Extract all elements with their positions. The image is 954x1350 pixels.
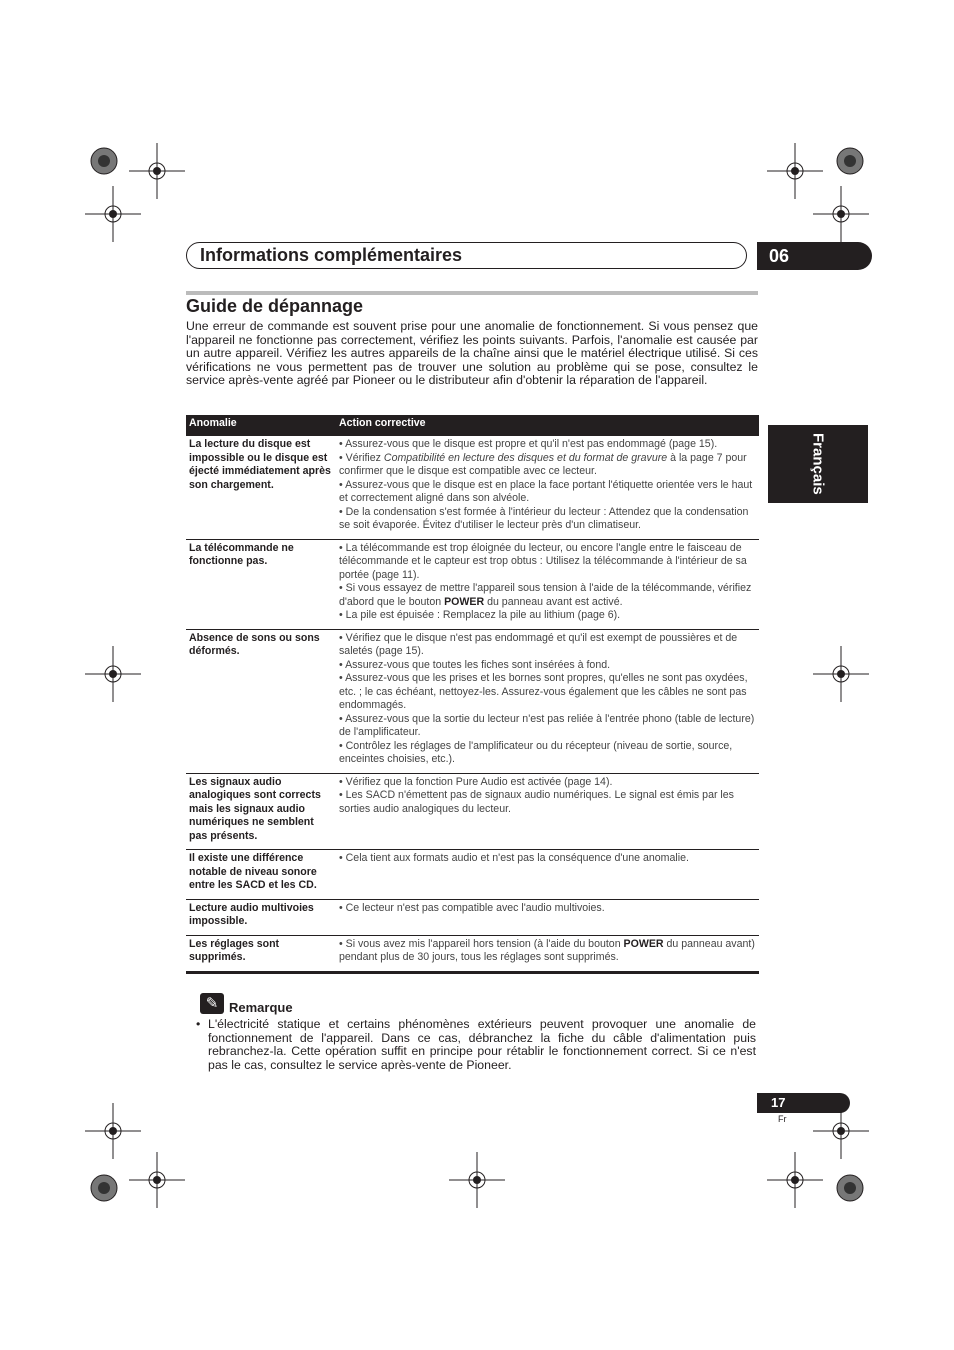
pencil-note-icon: ✎ [200,993,224,1014]
column-header-action: Action corrective [336,415,759,436]
table-row [186,899,759,935]
table-row [186,539,759,629]
color-target-icon [90,1174,118,1202]
problem-cell: Lecture audio multivoies impossible. [186,899,336,935]
registration-mark-icon [85,186,141,242]
action-item [339,740,756,767]
section-header [186,242,747,269]
action-text: • Vérifiez que la fonction Pure Audio est activée (page 14). [339,775,613,788]
action-cell [336,539,759,629]
action-text: • Assurez-vous que toutes les fiches sont insérées à fond. [339,658,611,671]
action-cell [336,629,759,773]
column-header-problem: Anomalie [186,415,336,436]
table-row [186,436,759,539]
action-cell [336,773,759,850]
registration-mark-icon [813,1103,869,1159]
problem-cell: Absence de sons ou sons déformés. [186,629,336,773]
language-tab-label: Français [809,433,827,495]
registration-mark-icon [85,1103,141,1159]
action-text: Compatibilité en lecture des disques et du format de gravure [383,451,668,464]
action-text: à la page 7 pour confirmer que le disque est compatible avec ce lecteur. [339,451,747,477]
page-language: Fr [778,1114,787,1124]
action-item [339,776,756,790]
bullet: • [196,1017,201,1031]
action-text: • Vérifiez [339,451,384,464]
registration-mark-icon [813,186,869,242]
action-item [339,542,756,583]
action-text: • Les SACD n'émettent pas de signaux audio numériques. Le signal est émis par les sorties audio analogiques du lecteur. [339,789,734,815]
action-item [339,852,756,866]
action-text: • La télécommande est trop éloignée du lecteur, ou encore l'angle entre le faisceau de télécommande et le capteur est trop obtus : Utilisez la télécommande à l'intérieur de sa portée (page 11). [339,541,747,581]
action-cell [336,436,759,539]
section-title: Informations complémentaires [200,245,463,265]
action-text: du panneau avant est activé. [484,595,623,608]
action-text: POWER [623,937,664,950]
troubleshooting-table [186,415,759,974]
registration-mark-icon [129,1152,185,1208]
registration-mark-icon [813,646,869,702]
chapter-number: 06 [757,242,872,270]
action-text: • La pile est épuisée : Remplacez la pile au lithium (page 6). [339,609,621,621]
action-item [339,506,756,533]
action-cell [336,850,759,900]
intro-paragraph: Une erreur de commande est souvent prise pour une anomalie de fonctionnement. Si vous pensez que l'appareil ne fonctionne pas correctement, vérifiez les points suivants. Parfois, l'anomalie est causée par un autre appareil. Vérifiez les autres appareils de la chaîne ainsi que le matériel électrique utilisé. Si ces vérifications ne vous permettent pas de trouver une solution au problème qui se pose, consultez le service après-vente agréé par Pioneer ou le distributeur afin d'obtenir la réparation de l'appareil. [186,319,758,388]
action-text: du panneau avant) pendant plus de 30 jours, tous les réglages sont supprimés. [339,937,755,963]
title-rule [186,291,758,295]
note-item [196,1018,756,1072]
action-item [339,632,756,659]
action-text: • Assurez-vous que les prises et les bornes sont propres, qu'elles ne sont pas oxydées, etc. ; le cas échéant, nettoyez-les. Assurez-vous également que les câbles ne sont pas endommagés. [339,672,748,711]
action-text: • Si vous essayez de mettre l'appareil sous tension à l'aide de la télécommande, vérifiez d'abord que le bouton [339,582,752,608]
page-title: Guide de dépannage [186,296,364,316]
action-item [339,713,756,740]
action-text: • Assurez-vous que la sortie du lecteur n'est pas reliée à l'entrée phono (table de lecture) de l'amplificateur. [339,712,755,738]
action-item [339,938,756,965]
action-text: • Cela tient aux formats audio et n'est pas la conséquence d'une anomalie. [339,852,689,864]
language-tab [768,425,868,503]
action-item [339,438,756,452]
action-item [339,452,756,479]
action-text: • Si vous avez mis l'appareil hors tension (à l'aide du bouton [339,937,624,950]
action-item [339,582,756,609]
problem-cell: La télécommande ne fonctionne pas. [186,539,336,629]
color-target-icon [836,1174,864,1202]
problem-cell: Les signaux audio analogiques sont corrects mais les signaux audio numériques ne semblent pas présents. [186,773,336,850]
note-text: L'électricité statique et certains phénomènes extérieurs peuvent provoquer une anomalie de fonctionnement de l'appareil. Dans ce cas, débranchez la fiche du câble d'alimentation puis rebranchez-la. Cette opération suffit en principe pour rétablir le fonctionnement correct. Si ce n'est pas le cas, consultez le service après-vente de Pioneer. [208,1017,756,1072]
table-row [186,773,759,850]
table-row [186,935,759,972]
action-item [339,609,756,623]
action-text: • Vérifiez que le disque n'est pas endommagé et qu'il est exempt de poussières et de saletés (page 15). [339,631,738,657]
action-cell [336,935,759,972]
registration-mark-icon [767,1152,823,1208]
action-item [339,902,756,916]
problem-cell: Les réglages sont supprimés. [186,935,336,972]
problem-cell: Il existe une différence notable de niveau sonore entre les SACD et les CD. [186,850,336,900]
action-cell [336,899,759,935]
action-text: • De la condensation s'est formée à l'intérieur du lecteur : Attendez que la condensation se soit évaporée. Évitez d'utiliser le lecteur près d'un climatiseur. [339,505,749,531]
table-row [186,850,759,900]
page-number: 17 [757,1093,850,1113]
action-text: • Ce lecteur n'est pas compatible avec l'audio multivoies. [339,901,605,914]
problem-cell: La lecture du disque est impossible ou le disque est éjecté immédiatement après son chargement. [186,436,336,539]
registration-mark-icon [85,646,141,702]
action-item [339,672,756,713]
action-item [339,659,756,673]
table-header-row [186,415,759,436]
note-label: Remarque [229,1000,293,1015]
action-item [339,789,756,816]
action-item [339,479,756,506]
action-text: • Assurez-vous que le disque est en place la face portant l'étiquette orientée vers le haut et correctement aligné dans son alvéole. [339,478,753,504]
action-text: • Contrôlez les réglages de l'amplificateur ou du récepteur (niveau de sortie, source, enceintes choisies, etc.). [339,739,733,765]
action-text: • Assurez-vous que le disque est propre et qu'il n'est pas endommagé (page 15). [339,438,718,450]
registration-mark-icon [449,1152,505,1208]
action-text: POWER [444,595,485,608]
color-target-icon [90,147,118,175]
color-target-icon [836,147,864,175]
table-row [186,629,759,773]
